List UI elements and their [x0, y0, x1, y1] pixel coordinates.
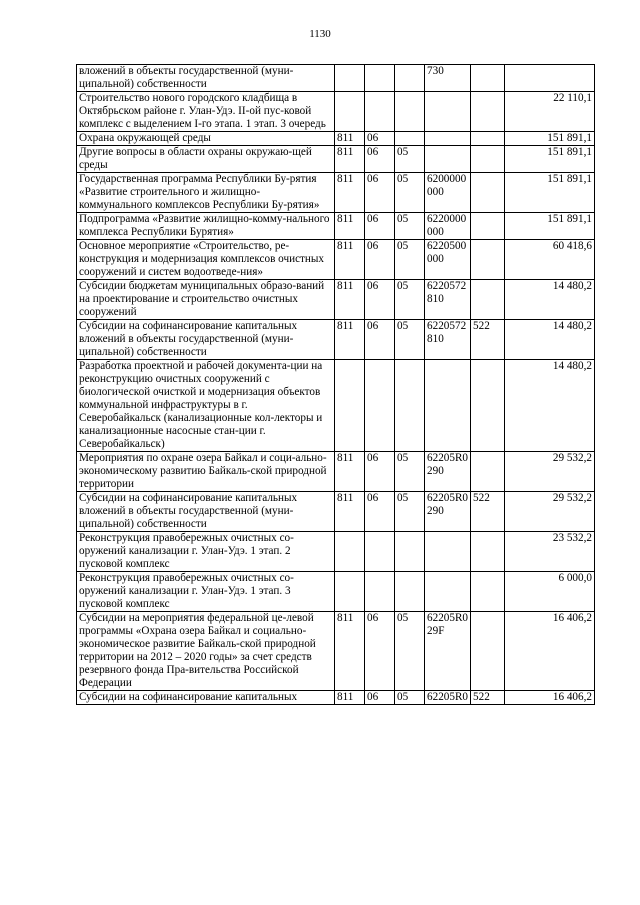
ved-cell: 811 — [335, 280, 365, 320]
ved-cell: 811 — [335, 146, 365, 173]
pr-cell — [395, 532, 425, 572]
csr-cell: 6220000 000 — [425, 213, 471, 240]
budget-table — [76, 64, 595, 705]
ved-cell — [335, 65, 365, 92]
vr-cell — [471, 213, 505, 240]
rz-cell: 06 — [365, 320, 395, 360]
rz-cell: 06 — [365, 173, 395, 213]
pr-cell — [395, 132, 425, 146]
pr-cell — [395, 65, 425, 92]
csr-cell: 62205R0 290 — [425, 492, 471, 532]
row-name-cell: Государственная программа Республики Бу-рятия «Развитие строительного и жилищно-коммунального комплексов Республики Бу-рятия» — [77, 173, 335, 213]
rz-cell: 06 — [365, 612, 395, 691]
ved-cell — [335, 92, 365, 132]
pr-cell: 05 — [395, 691, 425, 705]
pr-cell: 05 — [395, 492, 425, 532]
vr-cell — [471, 612, 505, 691]
rz-cell: 06 — [365, 146, 395, 173]
vr-cell — [471, 360, 505, 452]
csr-cell — [425, 92, 471, 132]
ved-cell: 811 — [335, 132, 365, 146]
row-name-cell: Субсидии на софинансирование капитальных — [77, 691, 335, 705]
pr-cell: 05 — [395, 240, 425, 280]
sum-cell: 29 532,2 — [505, 492, 595, 532]
table-row — [77, 146, 595, 173]
ved-cell: 811 — [335, 691, 365, 705]
row-name-cell: Строительство нового городского кладбища в Октябрьском районе г. Улан-Удэ. II-ой пус-ковой комплекс с выделением I-го этапа. 1 этап. 3 очередь — [77, 92, 335, 132]
vr-cell: 522 — [471, 492, 505, 532]
table-row — [77, 452, 595, 492]
csr-cell — [425, 146, 471, 173]
ved-cell — [335, 572, 365, 612]
pr-cell: 05 — [395, 213, 425, 240]
csr-cell: 62205R0 — [425, 691, 471, 705]
page-number: 1130 — [309, 28, 331, 40]
row-name-cell: Реконструкция правобережных очистных со-оружений канализации г. Улан-Удэ. 1 этап. 3 пусковой комплекс — [77, 572, 335, 612]
ved-cell: 811 — [335, 240, 365, 280]
pr-cell: 05 — [395, 146, 425, 173]
vr-cell — [471, 132, 505, 146]
sum-cell: 14 480,2 — [505, 360, 595, 452]
vr-cell: 522 — [471, 320, 505, 360]
row-name-cell: Подпрограмма «Развитие жилищно-комму-нального комплекса Республики Бурятия» — [77, 213, 335, 240]
ved-cell: 811 — [335, 213, 365, 240]
table-row — [77, 65, 595, 92]
table-row — [77, 360, 595, 452]
rz-cell: 06 — [365, 452, 395, 492]
csr-cell: 6200000 000 — [425, 173, 471, 213]
rz-cell: 06 — [365, 213, 395, 240]
row-name-cell: Другие вопросы в области охраны окружаю-щей среды — [77, 146, 335, 173]
rz-cell — [365, 360, 395, 452]
rz-cell: 06 — [365, 691, 395, 705]
row-name-cell: Разработка проектной и рабочей документа-ции на реконструкцию очистных сооружений с биологической очисткой и модернизация объектов коммунальной инфраструктуры в г. Северобайкальск (канализационные кол-лекторы и канализационные насосные стан-ции г. Северобайкальск) — [77, 360, 335, 452]
sum-cell: 16 406,2 — [505, 691, 595, 705]
sum-cell: 16 406,2 — [505, 612, 595, 691]
row-name-cell: Основное мероприятие «Строительство, ре-конструкция и модернизация комплексов очистных сооружений и систем водоотведе-ния» — [77, 240, 335, 280]
pr-cell: 05 — [395, 612, 425, 691]
table-row — [77, 132, 595, 146]
rz-cell — [365, 92, 395, 132]
ved-cell — [335, 360, 365, 452]
row-name-cell: Субсидии на мероприятия федеральной це-левой программы «Охрана озера Байкал и социально-экономическое развитие Байкаль-ской природной территории на 2012 – 2020 годы» за счет средств резервного фонда Пра-вительства Российской Федерации — [77, 612, 335, 691]
table-row — [77, 691, 595, 705]
table-row — [77, 320, 595, 360]
row-name-cell: Охрана окружающей среды — [77, 132, 335, 146]
table-row — [77, 280, 595, 320]
table-row — [77, 572, 595, 612]
rz-cell: 06 — [365, 280, 395, 320]
row-name-cell: Субсидии на софинансирование капитальных вложений в объекты государственной (муни-ципальной) собственности — [77, 320, 335, 360]
vr-cell — [471, 146, 505, 173]
sum-cell: 14 480,2 — [505, 280, 595, 320]
csr-cell — [425, 132, 471, 146]
table-row — [77, 240, 595, 280]
sum-cell: 23 532,2 — [505, 532, 595, 572]
vr-cell — [471, 532, 505, 572]
csr-cell: 62205R0 29F — [425, 612, 471, 691]
csr-cell: 6220500 000 — [425, 240, 471, 280]
table-row — [77, 92, 595, 132]
table-row — [77, 532, 595, 572]
row-name-cell: Реконструкция правобережных очистных со-оружений канализации г. Улан-Удэ. 1 этап. 2 пусковой комплекс — [77, 532, 335, 572]
ved-cell: 811 — [335, 492, 365, 532]
vr-cell — [471, 452, 505, 492]
csr-cell: 6220572 810 — [425, 320, 471, 360]
rz-cell: 06 — [365, 132, 395, 146]
rz-cell: 06 — [365, 240, 395, 280]
ved-cell: 811 — [335, 320, 365, 360]
rz-cell — [365, 532, 395, 572]
ved-cell — [335, 532, 365, 572]
sum-cell: 29 532,2 — [505, 452, 595, 492]
ved-cell: 811 — [335, 452, 365, 492]
table-row — [77, 612, 595, 691]
csr-cell — [425, 360, 471, 452]
vr-cell — [471, 280, 505, 320]
pr-cell: 05 — [395, 173, 425, 213]
vr-cell — [471, 173, 505, 213]
row-name-cell: Субсидии на софинансирование капитальных вложений в объекты государственной (муни-ципальной) собственности — [77, 492, 335, 532]
pr-cell: 05 — [395, 320, 425, 360]
csr-cell — [425, 572, 471, 612]
rz-cell — [365, 572, 395, 612]
csr-cell: 730 — [425, 65, 471, 92]
vr-cell: 522 — [471, 691, 505, 705]
csr-cell: 62205R0 290 — [425, 452, 471, 492]
sum-cell: 151 891,1 — [505, 173, 595, 213]
sum-cell: 60 418,6 — [505, 240, 595, 280]
row-name-cell: вложений в объекты государственной (муни-ципальной) собственности — [77, 65, 335, 92]
vr-cell — [471, 92, 505, 132]
row-name-cell: Субсидии бюджетам муниципальных образо-ваний на проектирование и строительство очистных сооружений — [77, 280, 335, 320]
sum-cell: 22 110,1 — [505, 92, 595, 132]
rz-cell — [365, 65, 395, 92]
sum-cell: 151 891,1 — [505, 146, 595, 173]
sum-cell: 6 000,0 — [505, 572, 595, 612]
csr-cell — [425, 532, 471, 572]
table-row — [77, 173, 595, 213]
vr-cell — [471, 65, 505, 92]
pr-cell — [395, 572, 425, 612]
pr-cell — [395, 360, 425, 452]
pr-cell — [395, 92, 425, 132]
ved-cell: 811 — [335, 173, 365, 213]
vr-cell — [471, 240, 505, 280]
table-row — [77, 213, 595, 240]
sum-cell: 151 891,1 — [505, 213, 595, 240]
pr-cell: 05 — [395, 280, 425, 320]
vr-cell — [471, 572, 505, 612]
sum-cell: 151 891,1 — [505, 132, 595, 146]
ved-cell: 811 — [335, 612, 365, 691]
sum-cell: 14 480,2 — [505, 320, 595, 360]
table-row — [77, 492, 595, 532]
sum-cell — [505, 65, 595, 92]
csr-cell: 6220572 810 — [425, 280, 471, 320]
rz-cell: 06 — [365, 492, 395, 532]
row-name-cell: Мероприятия по охране озера Байкал и соци-ально-экономическому развитию Байкаль-ской природной территории — [77, 452, 335, 492]
pr-cell: 05 — [395, 452, 425, 492]
